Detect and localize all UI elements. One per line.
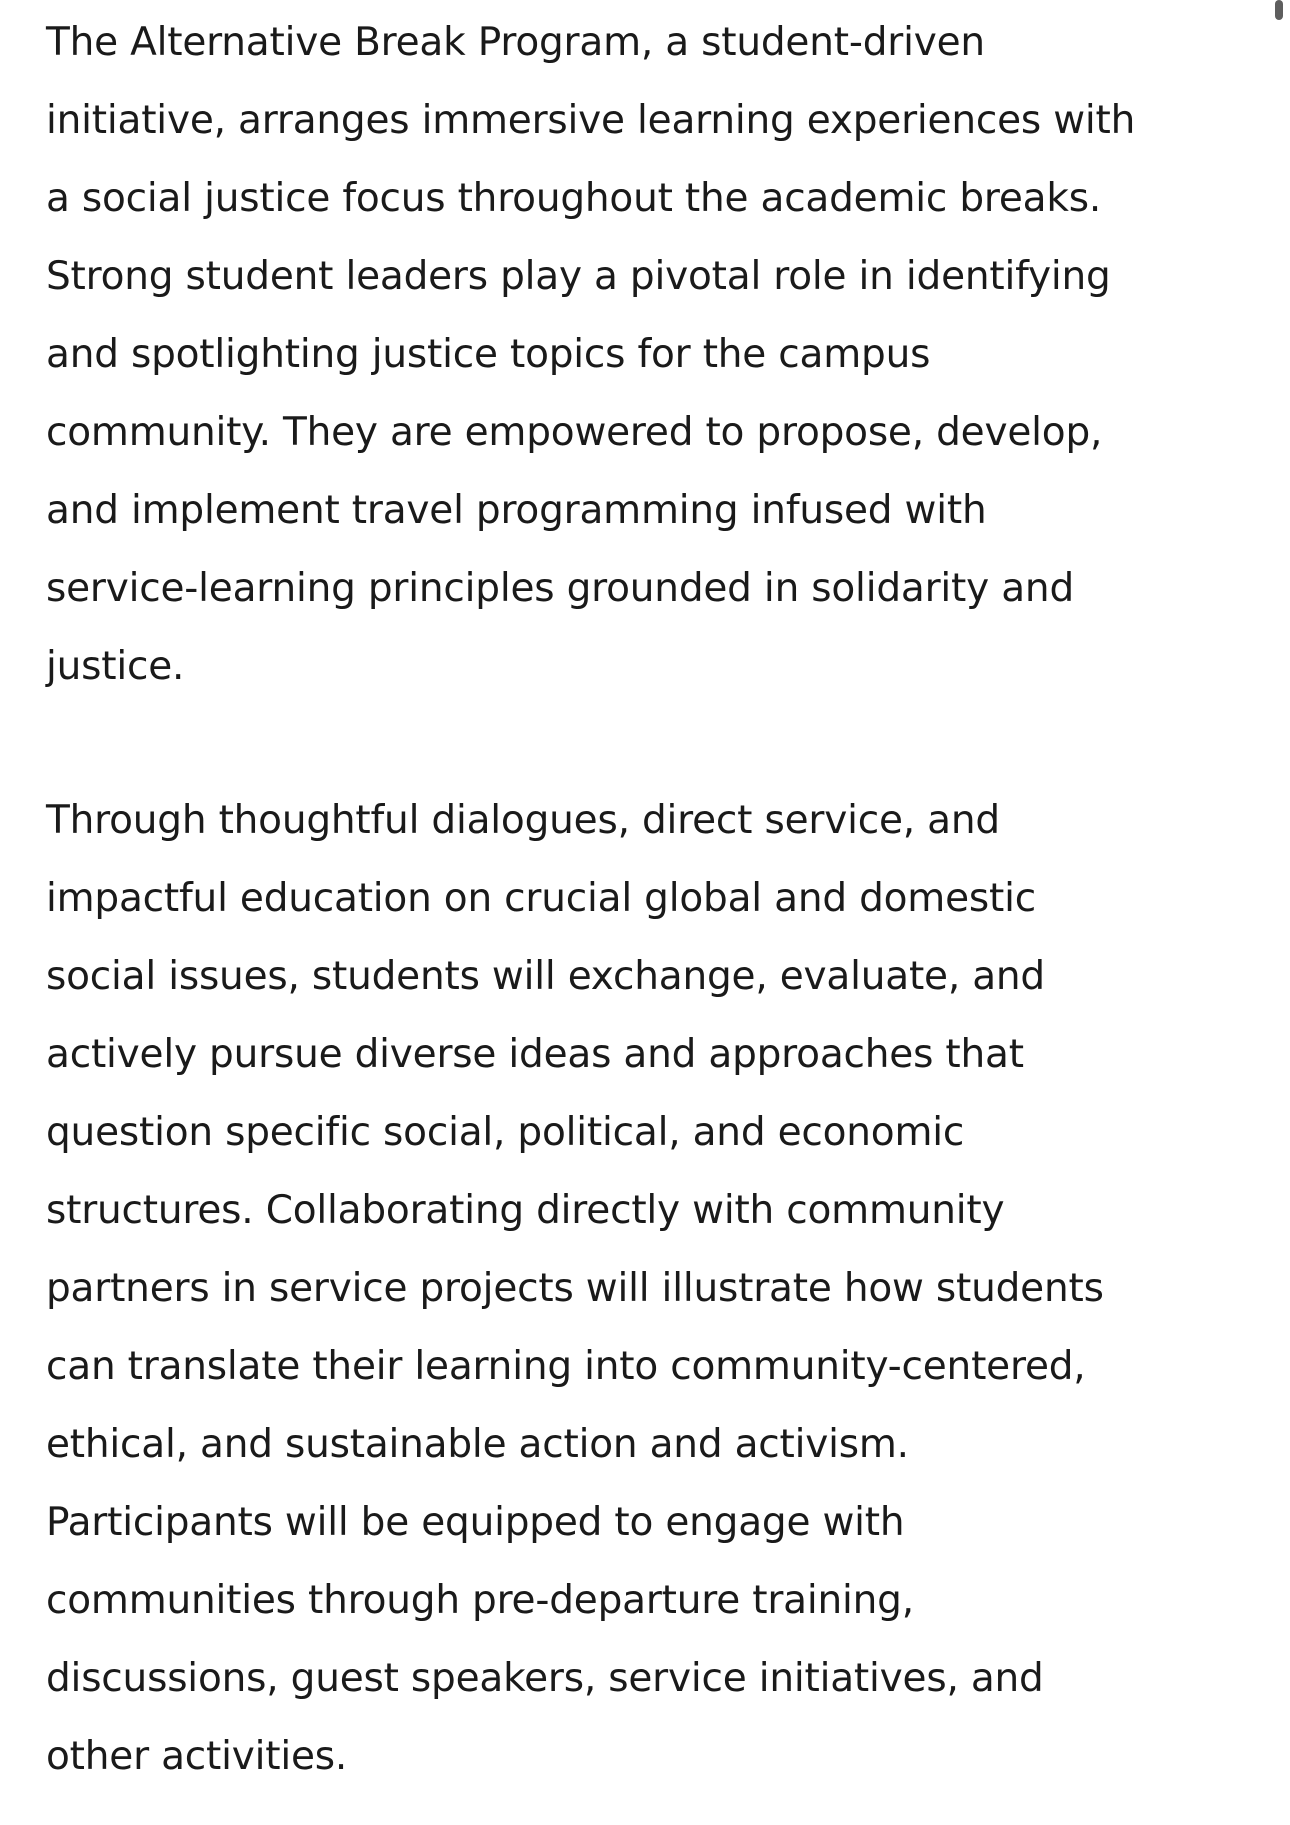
paragraph-program-activities xyxy=(46,782,1246,1796)
text-line: communities through pre-departure training, xyxy=(46,1578,914,1623)
text-line: can translate their learning into community-centered, xyxy=(46,1344,1086,1389)
scrollbar[interactable] xyxy=(1268,0,1290,1825)
text-line: actively pursue diverse ideas and approaches that xyxy=(46,1032,1024,1077)
text-line: partners in service projects will illustrate how students xyxy=(46,1266,1104,1311)
text-line: The Alternative Break Program, a student-driven xyxy=(46,20,985,65)
article-body xyxy=(46,4,1246,1796)
text-line: Strong student leaders play a pivotal role in identifying xyxy=(46,254,1111,299)
text-line: and implement travel programming infused with xyxy=(46,488,987,533)
text-line: a social justice focus throughout the academic breaks. xyxy=(46,176,1102,221)
text-line: justice. xyxy=(46,644,185,689)
text-line: discussions, guest speakers, service initiatives, and xyxy=(46,1656,1044,1701)
text-line: Participants will be equipped to engage with xyxy=(46,1500,905,1545)
text-line: and spotlighting justice topics for the campus xyxy=(46,332,931,377)
text-line: community. They are empowered to propose, develop, xyxy=(46,410,1103,455)
text-line: question specific social, political, and economic xyxy=(46,1110,965,1155)
text-line: social issues, students will exchange, evaluate, and xyxy=(46,954,1045,999)
text-line: initiative, arranges immersive learning experiences with xyxy=(46,98,1136,143)
scrollbar-thumb[interactable] xyxy=(1275,0,1283,20)
text-line: Through thoughtful dialogues, direct service, and xyxy=(46,798,1000,843)
text-line: structures. Collaborating directly with community xyxy=(46,1188,1005,1233)
text-line: ethical, and sustainable action and activism. xyxy=(46,1422,909,1467)
text-line: other activities. xyxy=(46,1734,348,1779)
text-line: impactful education on crucial global and domestic xyxy=(46,876,1036,921)
text-line: service-learning principles grounded in solidarity and xyxy=(46,566,1074,611)
paragraph-program-overview xyxy=(46,4,1246,706)
